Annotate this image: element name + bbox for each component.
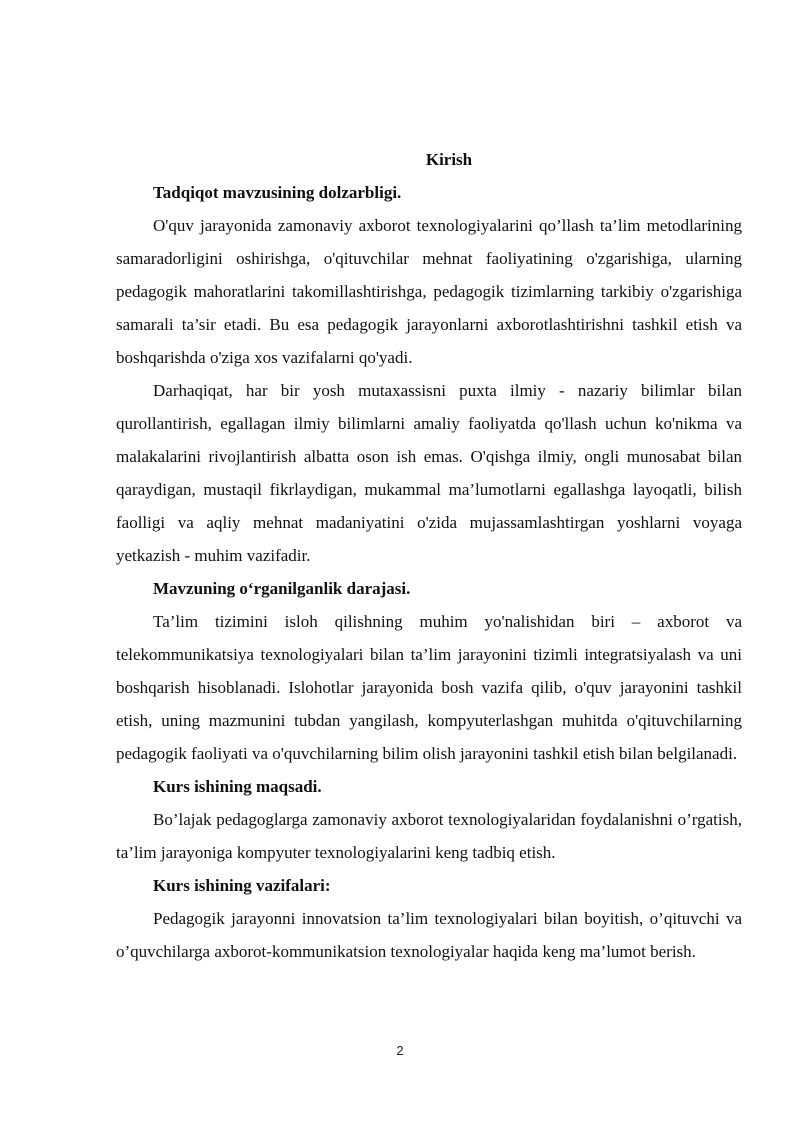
section-heading-study-level: Mavzuning o‘rganilganlik darajasi. bbox=[153, 579, 411, 598]
paragraph-relevance-1: O'quv jarayonida zamonaviy axborot texnologiyalarini qo’llash ta’lim metodlarining samaradorligini oshirishga, o'qituvchilar mehnat faoliyatining o'zgarishiga, ularning pedagogik mahoratlarini takomillashtirishga, pedagogik tizimlarning tarkibiy o'zgarishiga samarali ta’sir etadi. Bu esa pedagogik jarayonlarni axborotlashtirishni tashkil etish va boshqarishda o'ziga xos vazifalarni qo'yadi. bbox=[116, 216, 742, 367]
section-heading-tasks: Kurs ishining vazifalari: bbox=[153, 876, 331, 895]
paragraph-relevance-2: Darhaqiqat, har bir yosh mutaxassisni puxta ilmiy - nazariy bilimlar bilan qurollantirish, egallagan ilmiy bilimlarni amaliy faoliyatda qo'llash uchun ko'nikma va malakalarini rivojlantirish albatta oson ish emas. O'qishga ilmiy, ongli munosabat bilan qaraydigan, mustaqil fikrlaydigan, mukammal ma’lumotlarni egallashga layoqatli, bilish faolligi va aqliy mehnat madaniyatini o'zida mujassamlashtirgan yoshlarni voyaga yetkazish - muhim vazifadir. bbox=[116, 381, 742, 565]
section-heading-goal: Kurs ishining maqsadi. bbox=[153, 777, 322, 796]
paragraph-study-level: Ta’lim tizimini isloh qilishning muhim yo'nalishidan biri – axborot va telekommunikatsiya texnologiyalari bilan ta’lim jarayonini tizimli integratsiyalash va uni boshqarish hisoblanadi. Islohotlar jarayonida bosh vazifa qilib, o'quv jarayonini tashkil etish, uning mazmunini tubdan yangilash, kompyuterlashgan muhitda o'qituvchilarning pedagogik faoliyati va o'quvchilarning bilim olish jarayonini tashkil etish bilan belgilanadi. bbox=[116, 612, 742, 763]
section-heading-relevance: Tadqiqot mavzusining dolzarbligi. bbox=[153, 183, 402, 202]
page-number: 2 bbox=[396, 1043, 404, 1058]
page-body bbox=[116, 143, 742, 968]
page-title: Kirish bbox=[425, 150, 473, 169]
paragraph-goal: Bo’lajak pedagoglarga zamonaviy axborot texnologiyalaridan foydalanishni o’rgatish, ta’lim jarayoniga kompyuter texnologiyalarini keng tadbiq etish. bbox=[116, 810, 742, 862]
paragraph-tasks: Pedagogik jarayonni innovatsion ta’lim texnologiyalari bilan boyitish, o’qituvchi va o’quvchilarga axborot-kommunikatsion texnologiyalar haqida keng ma’lumot berish. bbox=[116, 909, 742, 961]
